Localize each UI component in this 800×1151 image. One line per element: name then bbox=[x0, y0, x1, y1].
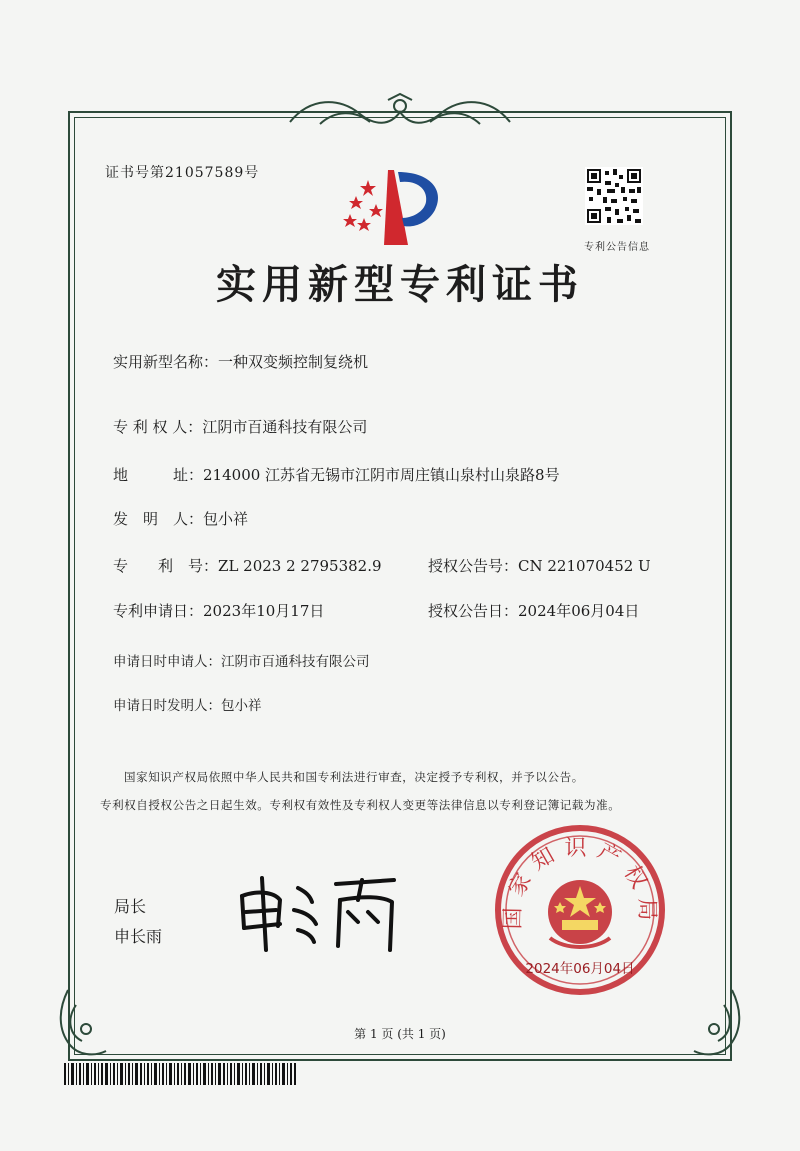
certificate-number: 证书号第21057589号 bbox=[105, 165, 260, 181]
field-value: 2024年06月04日 bbox=[518, 602, 640, 620]
field-inventor-at-filing bbox=[113, 694, 262, 714]
director-title: 局长 bbox=[114, 897, 147, 916]
qr-code-icon[interactable] bbox=[585, 167, 643, 225]
field-value: 包小祥 bbox=[221, 698, 262, 714]
field-grant-publication-number bbox=[428, 555, 651, 576]
field-value: 2023年10月17日 bbox=[203, 602, 325, 620]
field-utility-model-name bbox=[113, 351, 368, 372]
field-value: ZL 2023 2 2795382.9 bbox=[218, 557, 382, 575]
field-filing-date bbox=[113, 600, 324, 621]
field-label: 专 利 号： bbox=[113, 557, 219, 575]
field-label: 专 利 权 人： bbox=[113, 418, 203, 436]
seal-date: 2024年06月04日 bbox=[525, 961, 635, 977]
qr-code-label: 专利公告信息 bbox=[584, 242, 650, 253]
field-address bbox=[113, 464, 560, 485]
field-value: 一种双变频控制复绕机 bbox=[218, 353, 369, 371]
field-label: 专利申请日： bbox=[113, 602, 204, 620]
field-value: 江阴市百通科技有限公司 bbox=[202, 418, 368, 436]
field-inventor bbox=[113, 508, 248, 529]
cnipa-logo-icon bbox=[330, 160, 450, 255]
field-patent-holder bbox=[113, 416, 367, 437]
field-label: 发 明 人： bbox=[113, 510, 204, 528]
barcode-icon bbox=[64, 1063, 296, 1085]
page-number: 第 1 页 (共 1 页) bbox=[354, 1027, 446, 1041]
field-grant-date bbox=[428, 600, 639, 621]
field-label: 授权公告号： bbox=[428, 557, 519, 575]
field-label: 授权公告日： bbox=[428, 602, 519, 620]
director-signature-icon bbox=[232, 866, 402, 956]
qr-code-block[interactable] bbox=[583, 167, 645, 225]
field-value: CN 221070452 U bbox=[518, 557, 651, 575]
field-value: 江阴市百通科技有限公司 bbox=[221, 654, 370, 670]
field-label: 申请日时发明人： bbox=[113, 698, 221, 714]
seal-text: 国家知识产权局 bbox=[500, 836, 660, 930]
field-label: 地 址： bbox=[113, 466, 204, 484]
field-value: 包小祥 bbox=[203, 510, 249, 528]
top-ornament-icon bbox=[280, 92, 520, 132]
field-applicant-at-filing bbox=[113, 650, 370, 670]
certificate-title: 实用新型专利证书 bbox=[216, 262, 584, 308]
field-value: 214000 江苏省无锡市江阴市周庄镇山泉村山泉路8号 bbox=[203, 466, 560, 484]
field-patent-number bbox=[113, 555, 382, 576]
notice-line-2: 专利权自授权公告之日起生效。专利权有效性及专利权人变更等法律信息以专利登记簿记载为准。 bbox=[100, 798, 621, 812]
field-label: 申请日时申请人： bbox=[113, 654, 221, 670]
notice-line-1: 国家知识产权局依照中华人民共和国专利法进行审查，决定授予专利权，并予以公告。 bbox=[124, 770, 584, 784]
director-name: 申长雨 bbox=[114, 927, 163, 946]
field-label: 实用新型名称： bbox=[113, 353, 219, 371]
